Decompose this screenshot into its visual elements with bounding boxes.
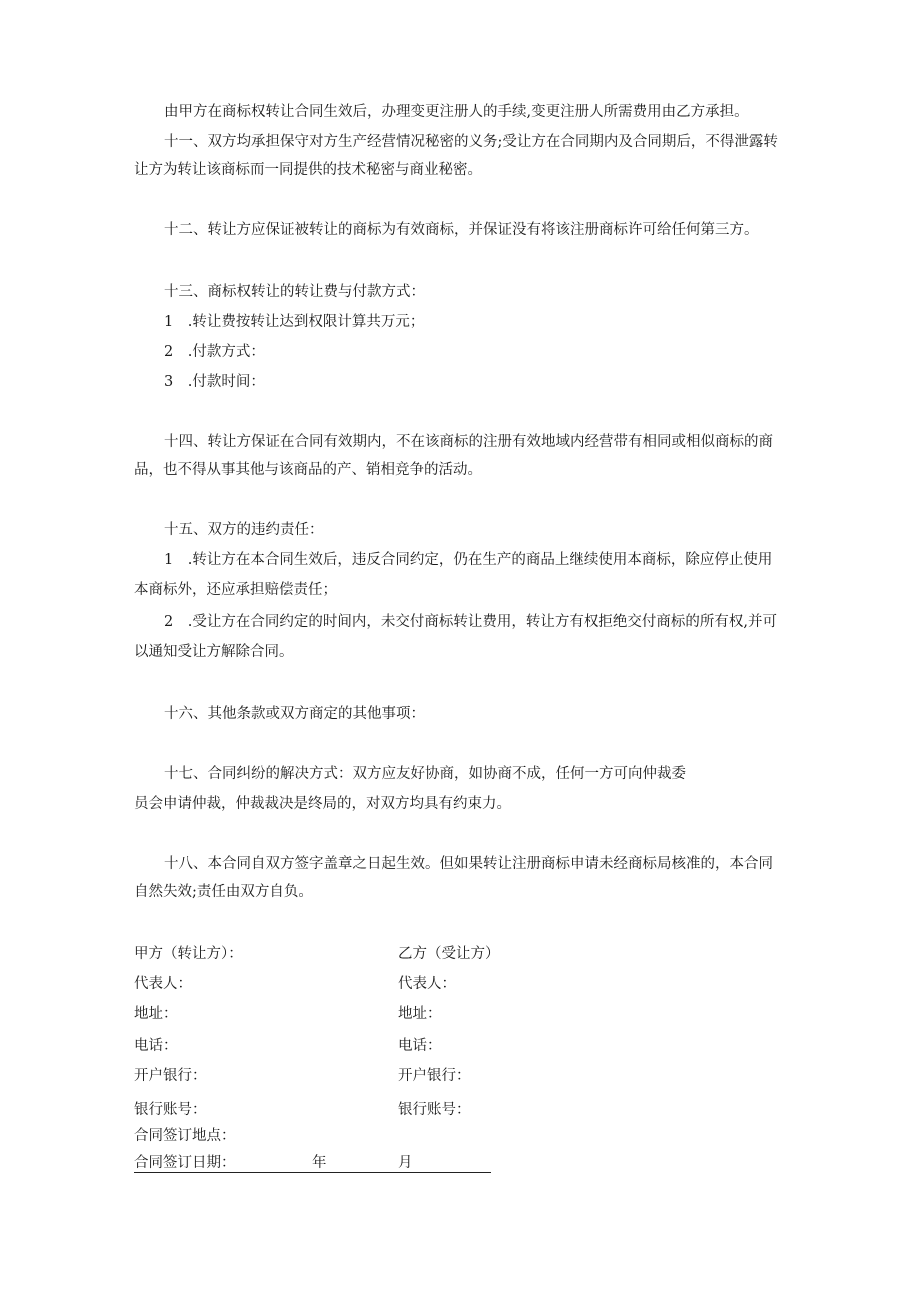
- clause-13-item-2: 2 .付款方式：: [164, 344, 265, 360]
- party-b-representative-label: 代表人：: [398, 976, 456, 992]
- clause-15-title: 十五、双方的违约责任：: [164, 522, 324, 538]
- clause-14-line-2: 品，也不得从事其他与该商品的产、销相竞争的活动。: [134, 462, 482, 478]
- signing-date-label: 合同签订日期：: [134, 1155, 236, 1171]
- party-a-label: 甲方（转让方）：: [134, 946, 243, 962]
- clause-10-continuation: 由甲方在商标权转让合同生效后，办理变更注册人的手续,变更注册人所需费用由乙方承担。: [164, 104, 749, 120]
- clause-11-line-1: 十一、双方均承担保守对方生产经营情况秘密的义务;受让方在合同期内及合同期后，不得泄露转: [164, 134, 778, 150]
- clause-12: 十二、转让方应保证被转让的商标为有效商标，并保证没有将该注册商标许可给任何第三方。: [164, 222, 759, 238]
- clause-13-title: 十三、商标权转让的转让费与付款方式：: [164, 284, 425, 300]
- party-b-account-label: 银行账号：: [398, 1102, 471, 1118]
- clause-15-item-2-line-2: 以通知受让方解除合同。: [134, 644, 294, 660]
- clause-15-item-2-line-1: 2 .受让方在合同约定的时间内，未交付商标转让费用，转让方有权拒绝交付商标的所有权,并可: [164, 614, 777, 630]
- signing-date-underline: [134, 1172, 491, 1173]
- clause-17-line-2: 员会申请仲裁，仲裁裁决是终局的，对双方均具有约束力。: [134, 796, 511, 812]
- signing-place-label: 合同签订地点：: [134, 1128, 236, 1144]
- party-a-account-label: 银行账号：: [134, 1102, 207, 1118]
- clause-16: 十六、其他条款或双方商定的其他事项：: [164, 706, 425, 722]
- party-a-phone-label: 电话：: [134, 1038, 178, 1054]
- party-b-label: 乙方（受让方）: [398, 946, 500, 962]
- clause-11-line-2: 让方为转让该商标而一同提供的技术秘密与商业秘密。: [134, 162, 482, 178]
- clause-14-line-1: 十四、转让方保证在合同有效期内，不在该商标的注册有效地域内经营带有相同或相似商标的商: [164, 434, 773, 450]
- clause-13-item-3: 3 .付款时间：: [164, 374, 265, 390]
- party-b-bank-label: 开户银行：: [398, 1068, 471, 1084]
- signing-date-month: 月: [398, 1155, 413, 1171]
- clause-18-line-1: 十八、本合同自双方签字盖章之日起生效。但如果转让注册商标申请未经商标局核准的，本合同: [164, 856, 773, 872]
- party-a-representative-label: 代表人：: [134, 976, 192, 992]
- clause-15-item-1-line-2: 本商标外，还应承担赔偿责任；: [134, 582, 337, 598]
- party-a-address-label: 地址：: [134, 1006, 178, 1022]
- party-a-bank-label: 开户银行：: [134, 1068, 207, 1084]
- clause-17-line-1: 十七、合同纠纷的解决方式：双方应友好协商，如协商不成，任何一方可向仲裁委: [164, 766, 686, 782]
- party-b-address-label: 地址：: [398, 1006, 442, 1022]
- clause-15-item-1-line-1: 1 .转让方在本合同生效后，违反合同约定，仍在生产的商品上继续使用本商标，除应停止使用: [164, 552, 773, 568]
- party-b-phone-label: 电话：: [398, 1038, 442, 1054]
- clause-13-item-1: 1 .转让费按转让达到权限计算共万元；: [164, 314, 425, 330]
- signing-date-year: 年: [312, 1155, 327, 1171]
- clause-18-line-2: 自然失效;责任由双方自负。: [134, 884, 313, 900]
